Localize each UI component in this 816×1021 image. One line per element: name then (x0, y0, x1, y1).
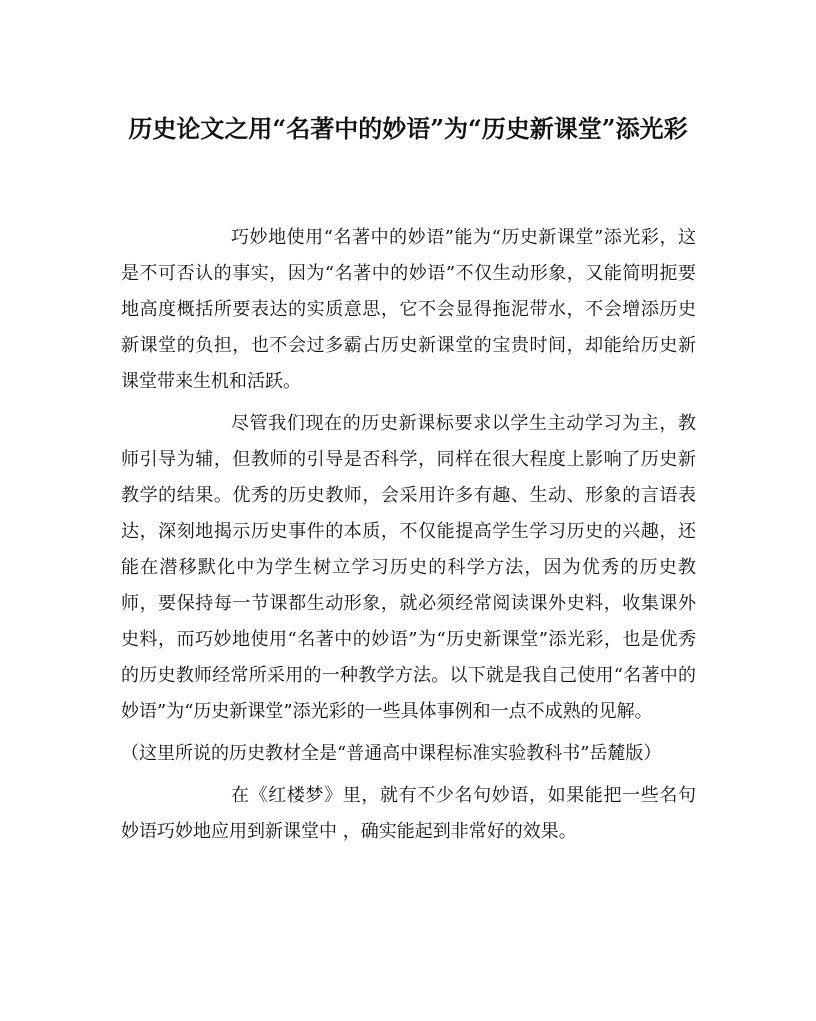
paragraph-intro: 巧妙地使用“名著中的妙语”能为“历史新课堂”添光彩，这是不可否认的事实，因为“名著中的妙语”不仅生动形象，又能简明扼要地高度概括所要表达的实质意思，它不会显得拖泥带水，不会增添历史新课堂的负担，也不会过多霸占历史新课堂的宝贵时间，却能给历史新课堂带来生机和活跃。 (121, 227, 696, 392)
document-title: 历史论文之用“名著中的妙语”为“历史新课堂”添光彩 (128, 114, 688, 143)
paragraph-teaching: 尽管我们现在的历史新课标要求以学生主动学习为主，教师引导为辅，但教师的引导是否科学，同样在很大程度上影响了历史新教学的结果。优秀的历史教师，会采用许多有趣、生动、形象的言语表达，深刻地揭示历史事件的本质，不仅能提高学生学习历史的兴趣，还能在潜移默化中为学生树立学习历史的科学方法，因为优秀的历史教师，要保持每一节课都生动形象，就必须经常阅读课外史料，收集课外史料，而巧妙地使用“名著中的妙语”为“历史新课堂”添光彩，也是优秀的历史教师经常所采用的一种教学方法。以下就是我自己使用“名著中的妙语”为“历史新课堂”添光彩的一些具体事例和一点不成熟的见解。 (121, 413, 696, 722)
paragraph-hongloumeng: 在《红楼梦》里，就有不少名句妙语，如果能把一些名句妙语巧妙地应用到新课堂中 ，确实能起到非常好的效果。 (121, 785, 696, 842)
paragraph-textbook-note: （这里所说的历史教材全是“普通高中课程标准实验教科书”岳麓版） (121, 743, 662, 764)
document-body (121, 220, 696, 856)
